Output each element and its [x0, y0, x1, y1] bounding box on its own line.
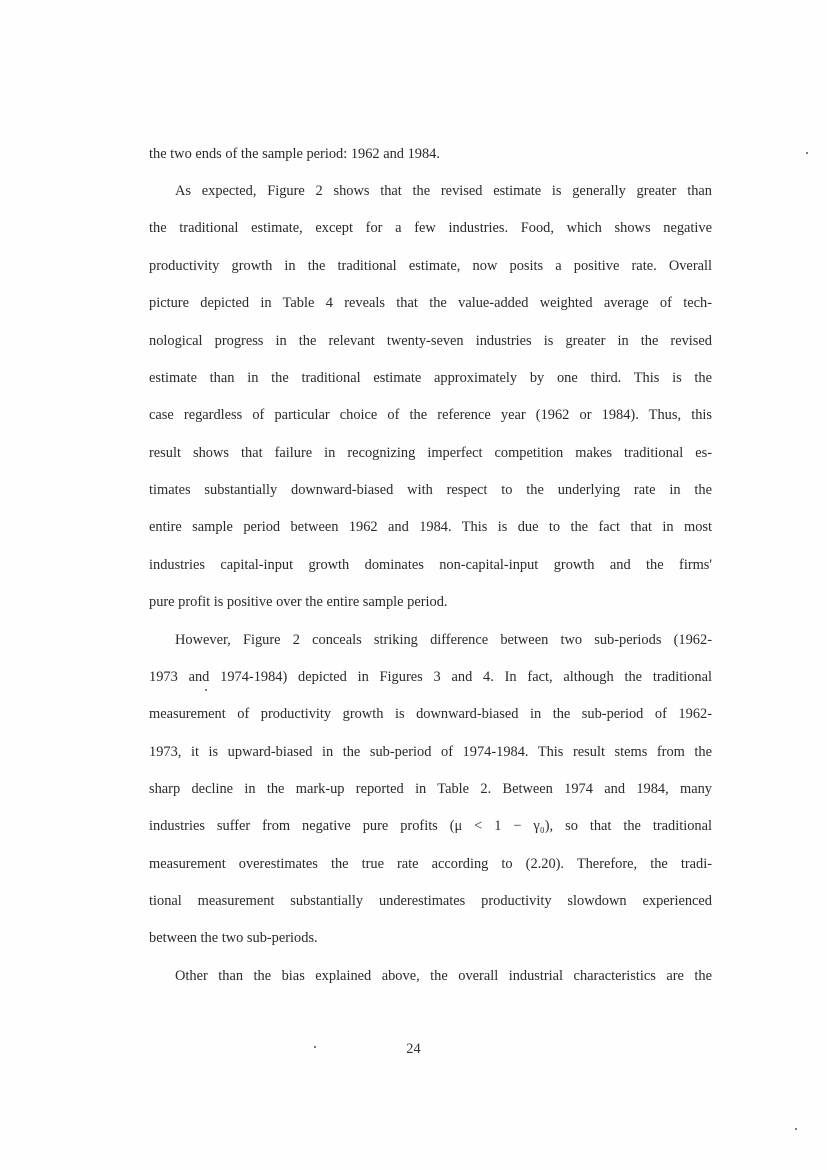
page-number: 24 — [406, 1041, 421, 1057]
scan-speck — [795, 1128, 797, 1130]
paragraph-2-line-7: case regardless of particular choice of the reference year (1962 or 1984). Thus, this — [149, 407, 712, 423]
paragraph-2-line-3: productivity growth in the traditional estimate, now posits a positive rate. Overall — [149, 258, 712, 274]
paragraph-2-line-9: timates substantially downward-biased with respect to the underlying rate in the — [149, 482, 712, 498]
paragraph-2-line-12: pure profit is positive over the entire sample period. — [149, 594, 448, 610]
paragraph-1-line-1: the two ends of the sample period: 1962 and 1984. — [149, 146, 440, 162]
paragraph-2-line-6: estimate than in the traditional estimate approximately by one third. This is the — [149, 370, 712, 386]
paragraph-2-line-2: the traditional estimate, except for a few industries. Food, which shows negative — [149, 220, 712, 236]
paragraph-2-line-1: As expected, Figure 2 shows that the revised estimate is generally greater than — [175, 183, 712, 199]
scan-speck — [314, 1046, 316, 1048]
paragraph-3-line-2: 1973 and 1974-1984) depicted in Figures 3 and 4. In fact, although the traditional — [149, 669, 712, 685]
paragraph-2-line-4: picture depicted in Table 4 reveals that the value-added weighted average of tech- — [149, 295, 712, 311]
scan-speck — [806, 152, 808, 154]
paragraph-2-line-5: nological progress in the relevant twenty-seven industries is greater in the revised — [149, 333, 712, 349]
paragraph-2-line-10: entire sample period between 1962 and 1984. This is due to the fact that in most — [149, 519, 712, 535]
paragraph-4-line-1: Other than the bias explained above, the overall industrial characteristics are the — [175, 968, 712, 984]
paragraph-3-line-3: measurement of productivity growth is downward-biased in the sub-period of 1962- — [149, 706, 712, 722]
scan-speck — [205, 689, 207, 691]
paragraph-3-line-6: industries suffer from negative pure profits (μ < 1 − γ₀), so that the traditional — [149, 818, 712, 834]
paragraph-2-line-11: industries capital-input growth dominates non-capital-input growth and the firms' — [149, 557, 712, 573]
paragraph-3-line-9: between the two sub-periods. — [149, 930, 318, 946]
paragraph-3-line-1: However, Figure 2 conceals striking difference between two sub-periods (1962- — [175, 632, 712, 648]
paragraph-2-line-8: result shows that failure in recognizing imperfect competition makes traditional es- — [149, 445, 712, 461]
paragraph-3-line-5: sharp decline in the mark-up reported in Table 2. Between 1974 and 1984, many — [149, 781, 712, 797]
paragraph-3-line-4: 1973, it is upward-biased in the sub-period of 1974-1984. This result stems from the — [149, 744, 712, 760]
paragraph-3-line-8: tional measurement substantially underestimates productivity slowdown experienced — [149, 893, 712, 909]
paragraph-3-line-7: measurement overestimates the true rate according to (2.20). Therefore, the tradi- — [149, 856, 712, 872]
